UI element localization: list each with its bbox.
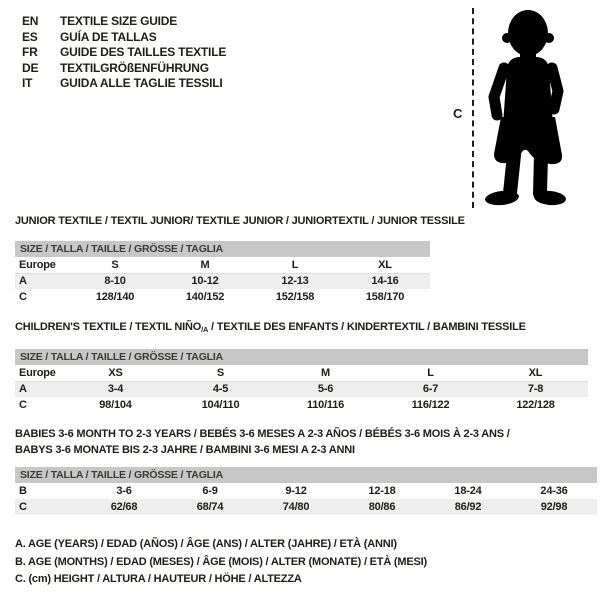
babies-table-body (15, 483, 597, 515)
table-cell: 14-16 (340, 273, 430, 289)
babies-size-header-bar: SIZE / TALLA / TAILLE / GRÖSSE / TAGLIA (15, 467, 597, 483)
table-cell: 3-4 (63, 381, 168, 397)
children-size-table (15, 365, 588, 413)
row-header-cell: Europe (15, 365, 63, 381)
children-title-subscript: /A (201, 325, 209, 334)
language-code: IT (22, 76, 33, 91)
language-row-fr (22, 45, 226, 61)
guide-title-fr: GUIDE DES TAILLES TEXTILE (60, 45, 227, 60)
table-cell: 12-13 (250, 273, 340, 289)
table-cell: 10-12 (160, 273, 250, 289)
table-cell: L (250, 257, 340, 273)
children-size-header-bar: SIZE / TALLA / TAILLE / GRÖSSE / TAGLIA (15, 349, 588, 365)
height-measure-label: C (453, 106, 463, 121)
row-header-cell: A (15, 273, 70, 289)
table-cell: 7-8 (483, 381, 588, 397)
junior-table-body (15, 257, 430, 305)
table-cell: M (273, 365, 378, 381)
row-header-cell: C (15, 499, 81, 515)
legend-height-cm: C. (cm) HEIGHT / ALTURA / HAUTEUR / HÖHE / ALTEZZA (15, 573, 302, 585)
baby-silhouette-icon (477, 5, 572, 207)
height-measure-dashed-line (472, 8, 474, 208)
table-cell: 74/80 (253, 499, 339, 515)
table-cell: L (378, 365, 483, 381)
table-cell: S (168, 365, 273, 381)
language-code: DE (22, 60, 39, 75)
table-row (15, 273, 430, 289)
row-header-cell: C (19, 291, 27, 303)
table-cell: 6-9 (202, 485, 218, 497)
table-cell: XL (483, 365, 588, 381)
section-junior (15, 215, 465, 305)
table-cell: 152/158 (275, 291, 315, 303)
legend-age-months: B. AGE (MONTHS) / EDAD (MESES) / ÂGE (MOIS) / ALTER (MONATE) / ETÀ (MESI) (15, 555, 427, 568)
measurement-legend (15, 536, 427, 589)
language-code: FR (22, 45, 38, 60)
section-babies (15, 426, 597, 515)
table-cell: 98/104 (99, 399, 132, 411)
children-title-text: CHILDREN'S TEXTILE / TEXTIL NIÑO (15, 321, 202, 333)
babies-title-line2: BABYS 3-6 MONATE BIS 2-3 JAHRE / BAMBINI 3-6 MESI A 2-3 ANNI (15, 444, 355, 456)
language-code: EN (22, 14, 39, 28)
table-cell: S (70, 257, 160, 273)
table-cell: 140/152 (185, 291, 225, 303)
guide-title-de: TEXTILGRÖßENFÜHRUNG (60, 60, 209, 75)
table-cell: 92/98 (511, 499, 597, 515)
section-children (15, 321, 588, 413)
table-cell: 128/140 (95, 291, 135, 303)
table-cell: 110/116 (306, 399, 345, 411)
children-section-title (15, 321, 588, 336)
table-cell: 62/68 (81, 499, 167, 515)
legend-age-years: A. AGE (YEARS) / EDAD (AÑOS) / ÂGE (ANS) / ALTER (JAHRE) / ETÀ (ANNI) (15, 538, 397, 550)
language-row-es (22, 30, 226, 46)
language-row-en (22, 14, 226, 30)
junior-size-header-bar: SIZE / TALLA / TAILLE / GRÖSSE / TAGLIA (15, 241, 430, 257)
table-cell: 18-24 (454, 485, 482, 497)
guide-title-es: GUÍA DE TALLAS (60, 29, 157, 44)
language-list (22, 14, 226, 92)
children-title-text: / TEXTILE DES ENFANTS / KINDERTEXTIL / BAMBINI TESSILE (208, 321, 526, 333)
row-header-cell: C (19, 399, 27, 411)
language-code: ES (22, 29, 38, 44)
table-cell: 9-12 (285, 485, 307, 497)
table-row (15, 381, 588, 397)
table-cell: 104/110 (201, 399, 240, 411)
guide-title-it: GUIDA ALLE TAGLIE TESSILI (60, 76, 223, 91)
table-cell: 158/170 (365, 291, 405, 303)
table-cell: 3-6 (116, 485, 132, 497)
language-row-de (22, 61, 226, 77)
babies-section-title (15, 426, 597, 458)
table-cell: 86/92 (425, 499, 511, 515)
row-header-cell: A (15, 381, 63, 397)
table-cell: 12-18 (368, 485, 396, 497)
table-cell: XL (340, 257, 430, 273)
children-table-body (15, 365, 588, 413)
table-cell: 68/74 (167, 499, 253, 515)
junior-size-table (15, 257, 430, 305)
table-row (15, 499, 597, 515)
babies-title-line1: BABIES 3-6 MONTH TO 2-3 YEARS / BEBÉS 3-6 MESES A 2-3 AÑOS / BÉBÉS 3-6 MOIS À 2-3 ANS / (15, 428, 510, 440)
table-cell: 8-10 (70, 273, 160, 289)
table-cell: 24-36 (540, 485, 568, 497)
table-cell: M (160, 257, 250, 273)
table-row (15, 483, 597, 499)
table-row (15, 397, 588, 413)
table-cell: 80/86 (339, 499, 425, 515)
table-cell: 6-7 (378, 381, 483, 397)
table-row (15, 289, 430, 305)
row-header-cell: B (19, 485, 27, 497)
table-cell: 122/128 (516, 399, 555, 411)
guide-title-en: TEXTILE SIZE GUIDE (60, 14, 178, 28)
babies-size-table (15, 483, 597, 515)
junior-section-title: JUNIOR TEXTILE / TEXTIL JUNIOR/ TEXTILE JUNIOR / JUNIORTEXTIL / JUNIOR TESSILE (15, 215, 465, 227)
table-cell: XS (63, 365, 168, 381)
table-row (15, 257, 430, 273)
table-row (15, 365, 588, 381)
table-cell: 4-5 (168, 381, 273, 397)
table-cell: 116/122 (411, 399, 450, 411)
table-cell: 5-6 (273, 381, 378, 397)
row-header-cell: Europe (15, 257, 70, 273)
language-row-it (22, 76, 226, 92)
